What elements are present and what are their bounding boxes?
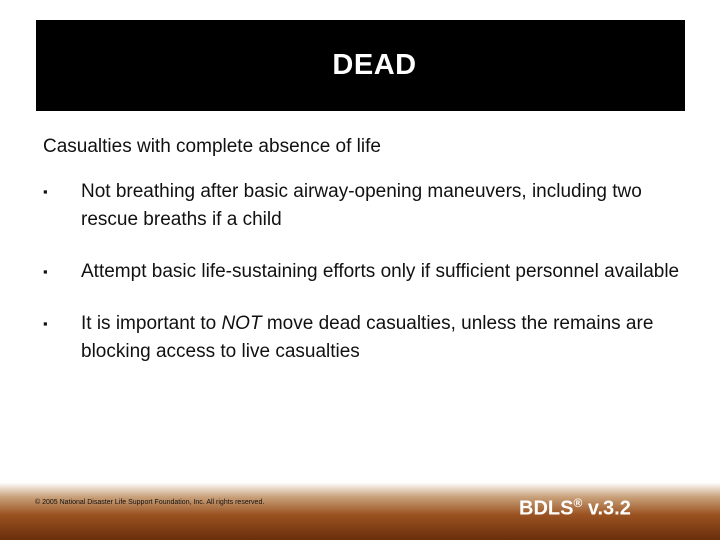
- bullet-list: [43, 178, 683, 390]
- bullet-text-start: It is important to: [81, 313, 222, 334]
- version-brand: BDLS: [519, 497, 574, 520]
- intro-text: Casualties with complete absence of life: [43, 136, 381, 157]
- title-bar: [36, 20, 685, 111]
- bullet-item: [43, 258, 683, 286]
- bullet-icon: ▪: [43, 184, 48, 199]
- bullet-icon: ▪: [43, 264, 48, 279]
- bullet-text: Attempt basic life-sustaining efforts only if sufficient personnel available: [81, 261, 680, 282]
- version-number: v.3.2: [582, 497, 631, 520]
- bullet-item: [43, 310, 683, 366]
- bullet-text: [81, 313, 653, 362]
- bullet-text: Not breathing after basic airway-opening maneuvers, including two rescue breaths if a child: [81, 181, 642, 230]
- version-label: [519, 496, 631, 521]
- bullet-text-end: move dead casualties, unless the remains are blocking access to live casualties: [81, 313, 654, 362]
- bullet-item: [43, 178, 683, 234]
- slide-title: DEAD: [332, 49, 417, 81]
- bullet-icon: ▪: [43, 316, 48, 331]
- registered-mark: ®: [573, 496, 583, 510]
- copyright-text: © 2005 National Disaster Life Support Foundation, Inc. All rights reserved.: [35, 499, 265, 506]
- emphasis-text: NOT: [221, 313, 262, 334]
